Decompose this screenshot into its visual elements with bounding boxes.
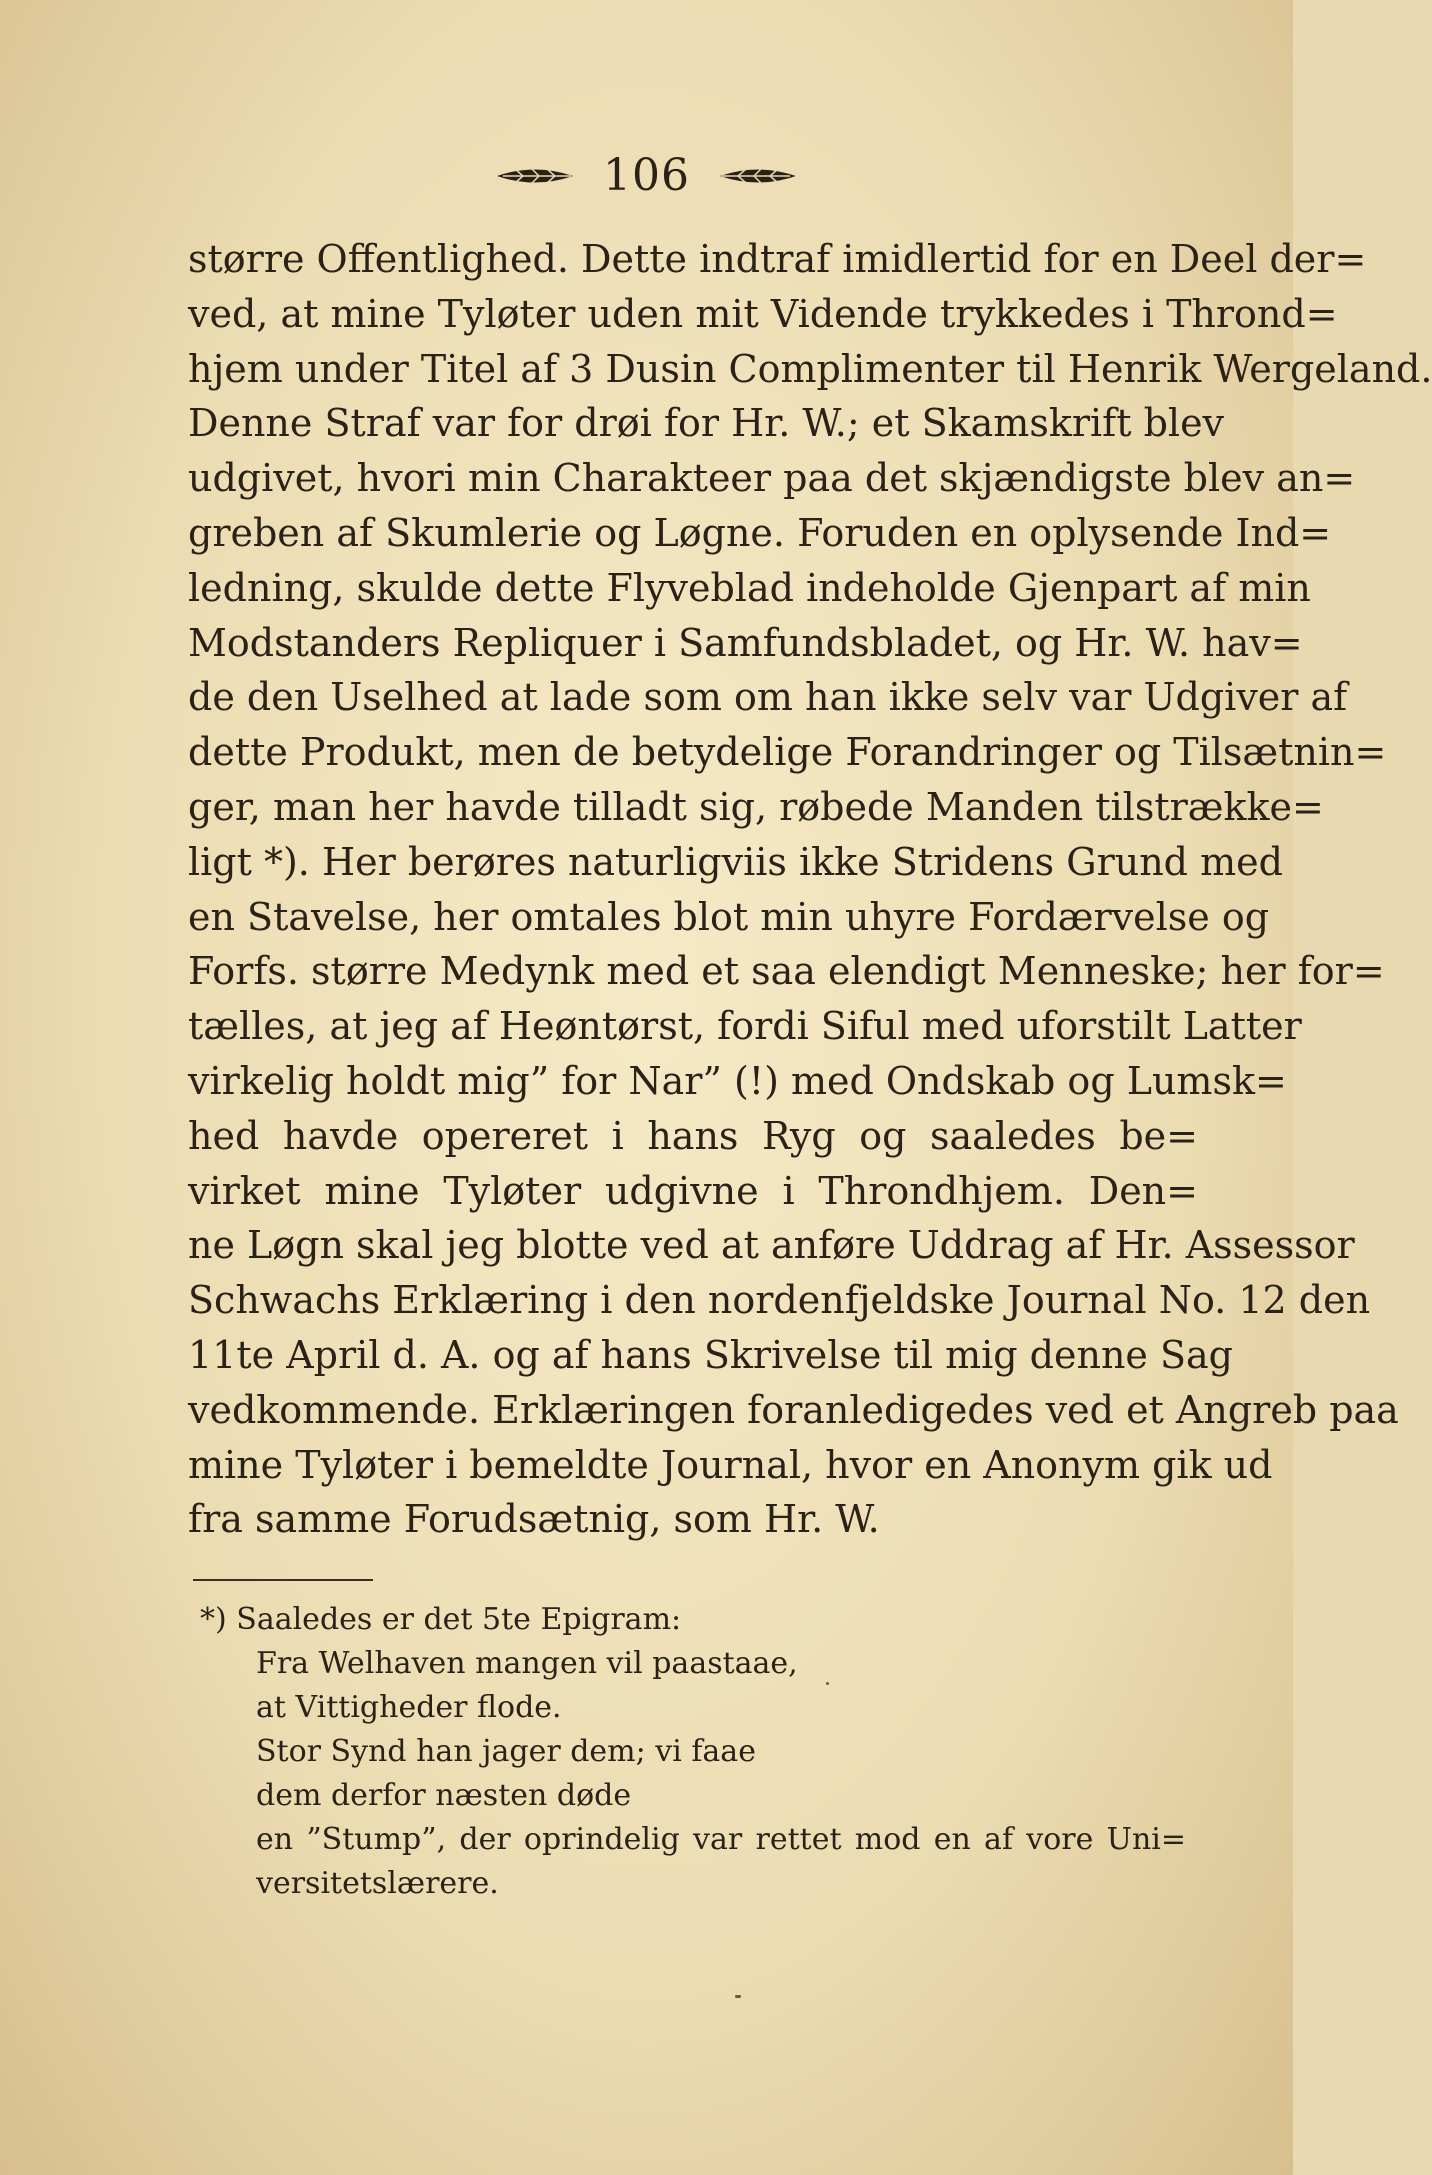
footnote-text: Saaledes er det 5te Epigram:	[236, 1602, 682, 1637]
footnote-line: versitetslærere.	[256, 1866, 499, 1901]
text-line: greben af Skumlerie og Løgne. Foruden en oplysende Ind=	[188, 510, 1332, 555]
text-line: virket mine Tyløter udgivne i Throndhjem. Den=	[188, 1168, 1198, 1213]
text-line: hed havde opereret i hans Ryg og saaledes be=	[188, 1113, 1198, 1158]
footnote-first-line	[200, 1598, 1200, 1642]
left-ornament-icon	[493, 159, 577, 193]
footnote-line: en ”Stump”, der oprindelig var rettet mod en af vore Uni=	[256, 1822, 1186, 1857]
text-line: ne Løgn skal jeg blotte ved at anføre Uddrag af Hr. Assessor	[188, 1223, 1355, 1268]
text-line: fra samme Forudsætnig, som Hr. W.	[188, 1497, 880, 1542]
footnote-marker: *)	[200, 1602, 227, 1637]
text-line: Forfs. større Medynk med et saa elendigt Menneske; her for=	[188, 949, 1385, 994]
text-line: Denne Straf var for drøi for Hr. W.; et Skamskrift blev	[188, 401, 1225, 446]
footnote-line: Fra Welhaven mangen vil paastaae,	[256, 1646, 798, 1681]
footnote-line: at Vittigheder flode.	[256, 1690, 562, 1725]
text-line: virkelig holdt mig” for Nar” (!) med Ondskab og Lumsk=	[188, 1058, 1287, 1103]
text-line: de den Uselhed at lade som om han ikke selv var Udgiver af	[188, 675, 1348, 720]
text-line: vedkommende. Erklæringen foranledigedes ved et Angreb paa	[188, 1387, 1399, 1432]
footnote-line: dem derfor næsten døde	[256, 1778, 632, 1813]
text-line: større Offentlighed. Dette indtraf imidlertid for en Deel der=	[188, 237, 1367, 281]
text-line: dette Produkt, men de betydelige Forandringer og Tilsætnin=	[188, 730, 1387, 775]
page-header	[0, 150, 1293, 201]
text-line: en Stavelse, her omtales blot min uhyre Fordærvelse og	[188, 894, 1270, 939]
text-line: udgivet, hvori min Charakteer paa det skjændigste blev an=	[188, 456, 1356, 501]
text-line: 11te April d. A. og af hans Skrivelse til mig denne Sag	[188, 1332, 1233, 1377]
footnote-divider	[193, 1579, 373, 1581]
text-line: ved, at mine Tyløter uden mit Vidende trykkedes i Thrond=	[188, 291, 1338, 336]
right-ornament-icon	[716, 159, 800, 193]
text-line: ligt *). Her berøres naturligviis ikke Stridens Grund med	[188, 839, 1283, 884]
footnote-line: Stor Synd han jager dem; vi faae	[256, 1734, 756, 1769]
text-line: Modstanders Repliquer i Samfundsbladet, og Hr. W. hav=	[188, 620, 1303, 665]
page-number: 106	[603, 150, 690, 201]
text-line: tælles, at jeg af Heøntørst, fordi Siful med uforstilt Latter	[188, 1004, 1302, 1049]
text-line: mine Tyløter i bemeldte Journal, hvor en Anonym gik ud	[188, 1442, 1273, 1487]
paper-speck	[735, 1995, 741, 1998]
text-line: ger, man her havde tilladt sig, røbede Manden tilstrække=	[188, 784, 1324, 829]
text-line: hjem under Titel af 3 Dusin Complimenter til Henrik Wergeland.	[188, 346, 1432, 391]
text-line: Schwachs Erklæring i den nordenfjeldske Journal No. 12 den	[188, 1278, 1371, 1323]
footnote	[200, 1598, 1200, 1906]
paper-speck	[826, 1682, 829, 1685]
body-text	[188, 232, 1432, 1547]
text-line: ledning, skulde dette Flyveblad indeholde Gjenpart af min	[188, 565, 1311, 610]
